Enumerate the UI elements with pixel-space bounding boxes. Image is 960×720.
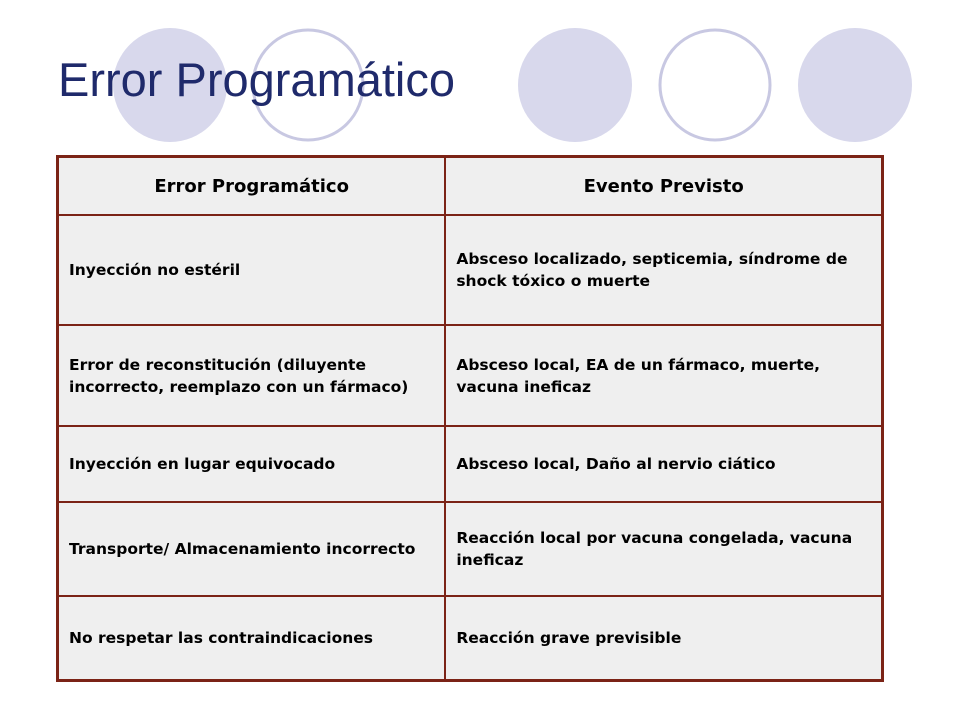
header-evento: Evento Previsto	[445, 157, 882, 216]
slide-title: Error Programático	[58, 53, 455, 106]
cell-error: Error de reconstitución (diluyente incorrecto, reemplazo con un fármaco)	[58, 325, 446, 426]
table-row	[58, 426, 883, 502]
table-row	[58, 325, 883, 426]
cell-error: No respetar las contraindicaciones	[58, 596, 446, 680]
cell-error: Inyección no estéril	[58, 215, 446, 325]
cell-error: Transporte/ Almacenamiento incorrecto	[58, 502, 446, 596]
table-header-row	[58, 157, 883, 216]
header-error: Error Programático	[58, 157, 446, 216]
cell-evento: Reacción local por vacuna congelada, vacuna ineficaz	[445, 502, 882, 596]
cell-error: Inyección en lugar equivocado	[58, 426, 446, 502]
cell-evento: Absceso local, Daño al nervio ciático	[445, 426, 882, 502]
cell-evento: Absceso localizado, septicemia, síndrome de shock tóxico o muerte	[445, 215, 882, 325]
table-row	[58, 502, 883, 596]
cell-evento: Reacción grave previsible	[445, 596, 882, 680]
decor-circle-filled	[798, 28, 912, 142]
decor-circle-outline	[660, 30, 770, 140]
decor-circle-filled	[518, 28, 632, 142]
table-row	[58, 596, 883, 680]
table-row	[58, 215, 883, 325]
cell-evento: Absceso local, EA de un fármaco, muerte, vacuna ineficaz	[445, 325, 882, 426]
error-table	[56, 155, 884, 682]
